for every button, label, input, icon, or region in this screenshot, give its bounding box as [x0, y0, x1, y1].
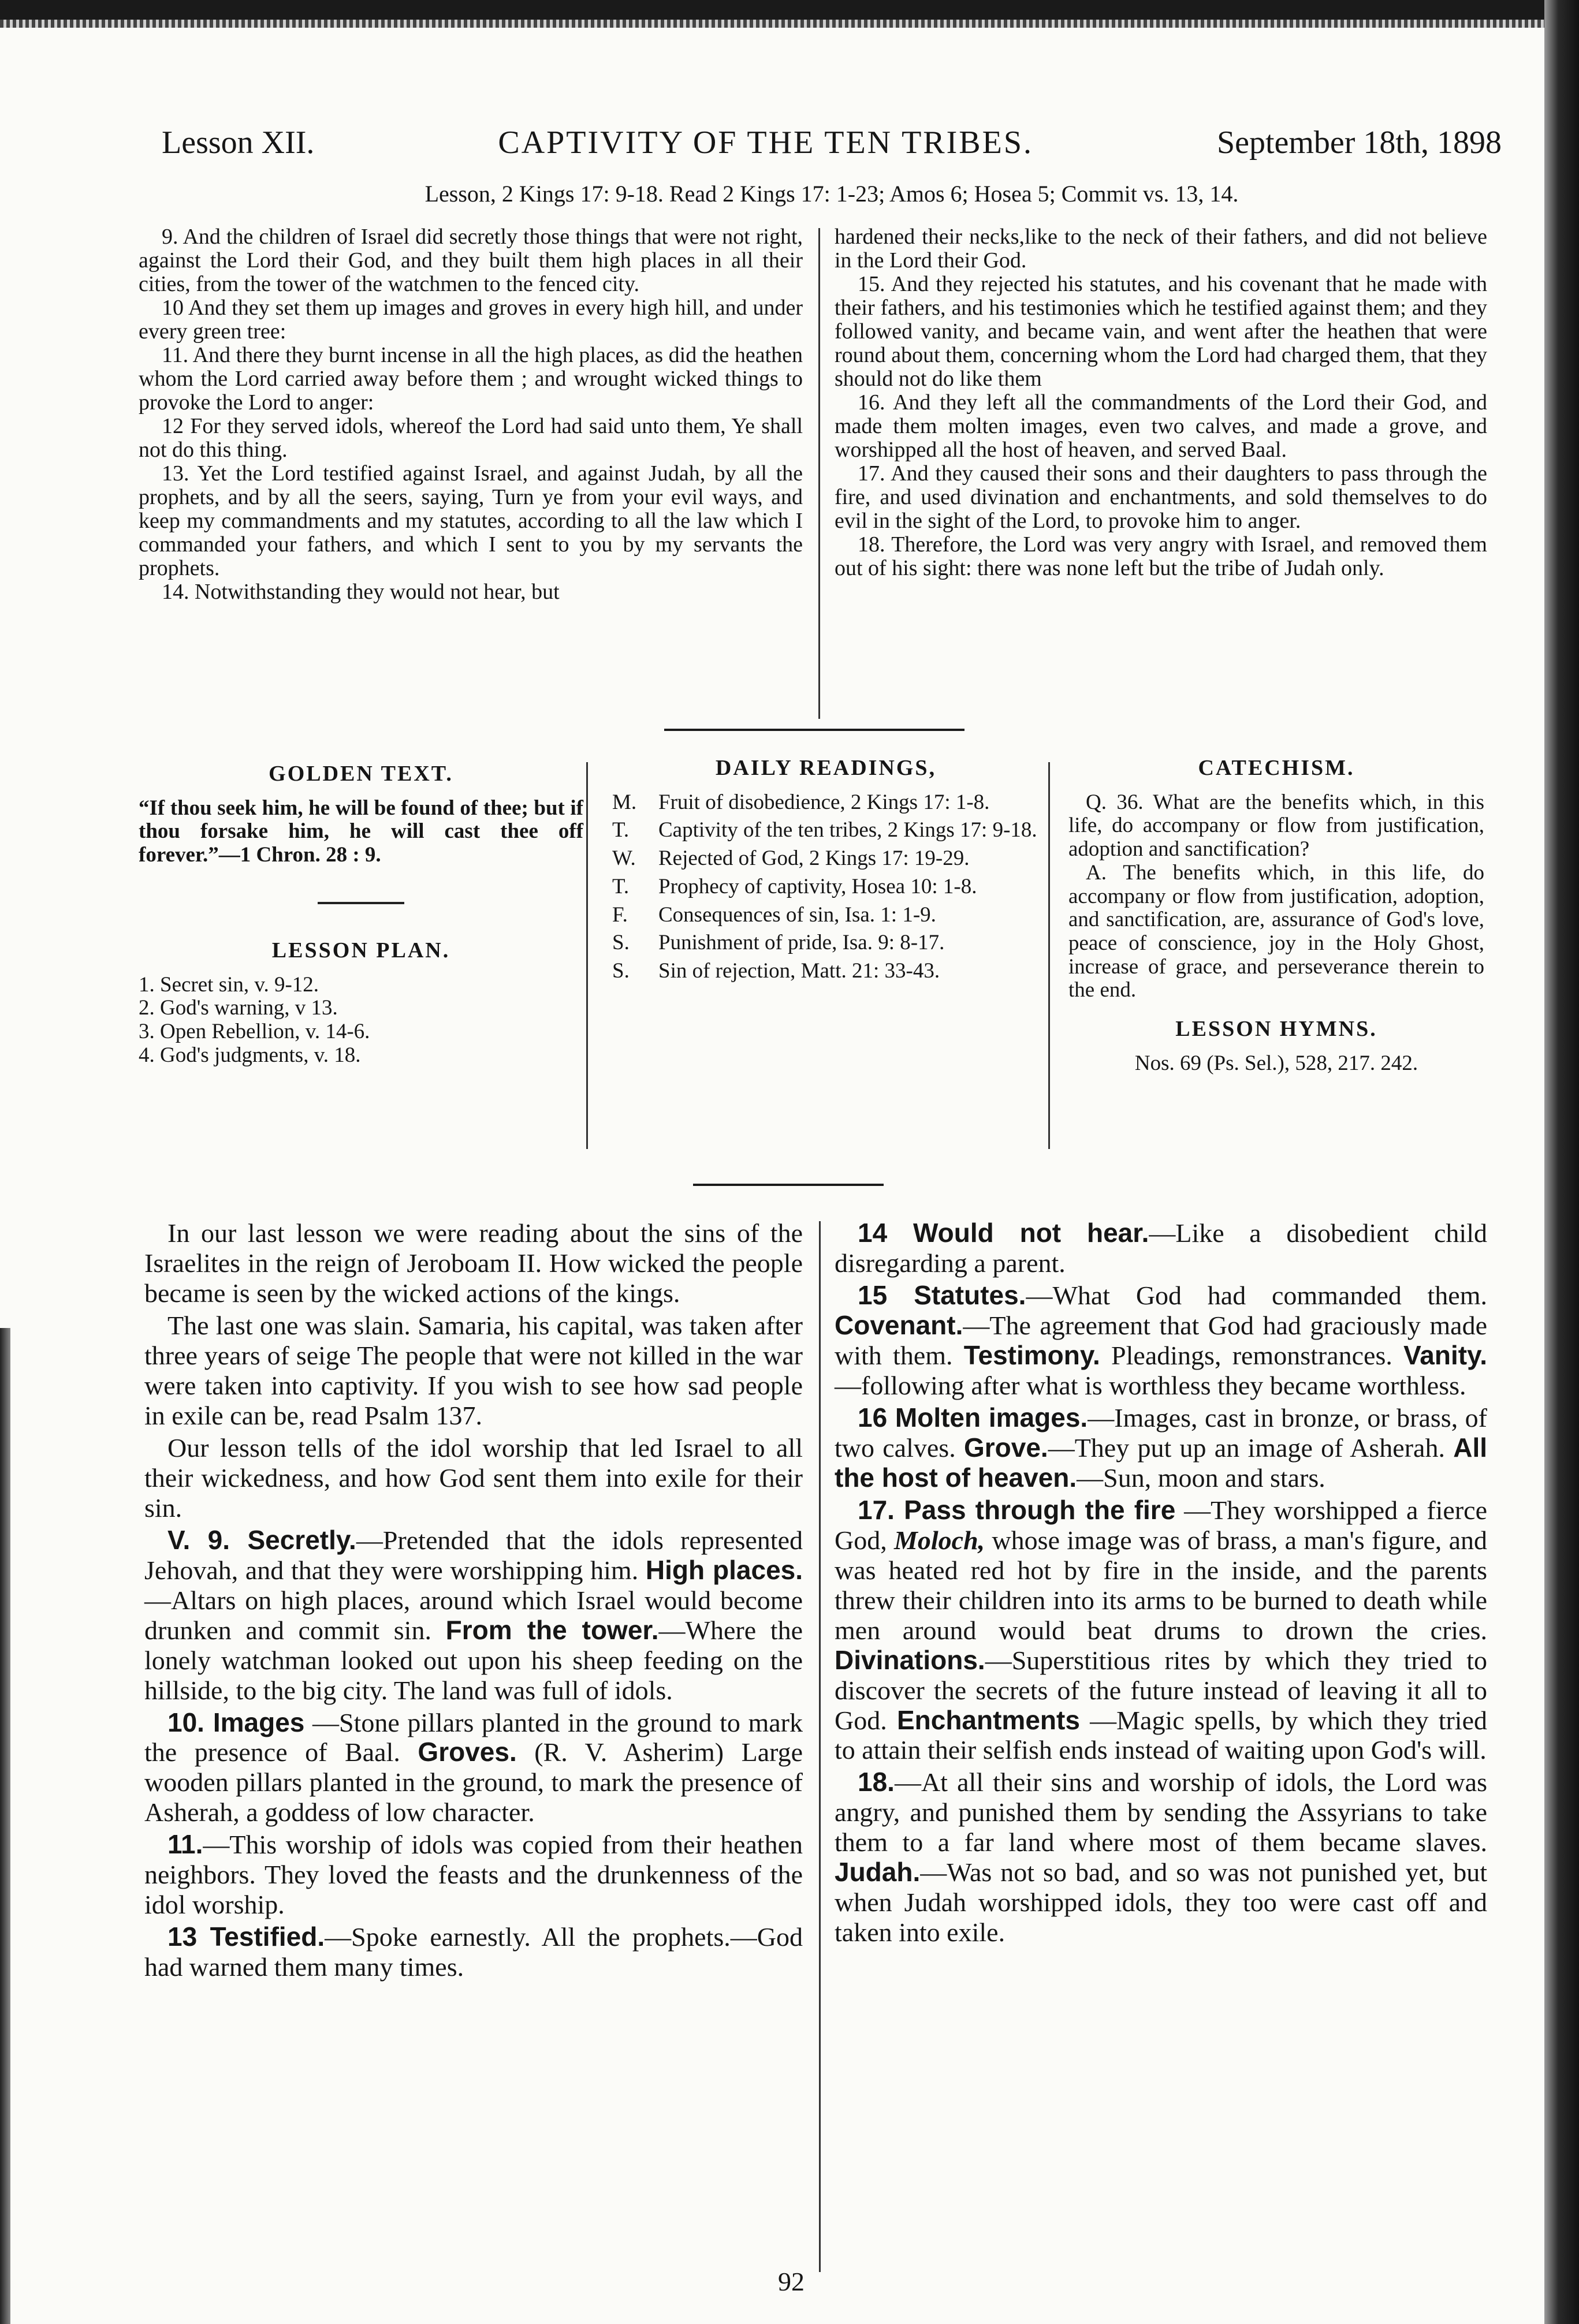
paragraph: [144, 1708, 803, 1828]
note-text: —The agreement that God had graciously made with them.: [835, 1310, 1487, 1370]
list-item: 2. God's warning, v 13.: [139, 996, 338, 1020]
paragraph: [835, 1281, 1487, 1401]
table-row: [606, 875, 1045, 904]
reading-day: S.: [612, 958, 630, 983]
note-text: —Pretended that the idols represented Jehovah, and that they were worshipping him.: [144, 1525, 803, 1585]
list-item: 3. Open Rebellion, v. 14-6.: [139, 1020, 370, 1044]
catechism-answer: A. The benefits which, in this life, do accompany or flow from justification, adoption, and sanctification, are, assurance of God's love, peace of conscience, joy in the Holy Ghost, increase of grace, and perseverance therein to the end.: [1068, 860, 1484, 1002]
keyword: Judah.: [835, 1857, 921, 1887]
golden-text-heading: GOLDEN TEXT.: [269, 762, 453, 786]
keyword: From the tower.: [445, 1614, 659, 1645]
keyword: Testimony.: [963, 1340, 1100, 1370]
keyword: 14 Would not hear.: [858, 1218, 1149, 1248]
reading-day: S.: [612, 931, 630, 955]
verse: 18. Therefore, the Lord was very angry with Israel, and removed them out of his sight: there was none left but the tribe of Judah only.: [835, 532, 1487, 581]
paragraph: The last one was slain. Samaria, his capital, was taken after three years of seige The people that were not killed in the war were taken into captivity. If you wish to see how sad people in exile can be, read Psalm 137.: [144, 1310, 803, 1430]
note-text: (R. V. Asherim) Large wooden pillars planted in the ground, to mark the presence of Asherah, a goddess of low character.: [144, 1737, 803, 1827]
reading-text: Rejected of God, 2 Kings 17: 19-29.: [658, 846, 970, 871]
verse: hardened their necks,like to the neck of their fathers, and did not believe in the Lord their God.: [835, 225, 1487, 273]
scan-right-edge: [1544, 0, 1579, 2324]
list-item: 4. God's judgments, v. 18.: [139, 1043, 361, 1067]
paragraph: [144, 1830, 803, 1920]
verse: 12 For they served idols, whereof the Lord had said unto them, Ye shall not do this thing.: [139, 414, 803, 462]
catechism-box: [1068, 756, 1484, 1075]
lesson-plan-heading: LESSON PLAN.: [271, 938, 450, 963]
catechism-question: Q. 36. What are the benefits which, in this life, do accompany or flow from justification, adoption and sanctification?: [1068, 790, 1484, 861]
scripture-right-column: [835, 225, 1487, 580]
verse: 13. Yet the Lord testified against Israel, and against Judah, by all the prophets, and by all the seers, saying, Turn ye from your evil ways, and keep my commandments and my statutes, according to all the law which I commanded your fathers, and which I sent to you by my servants the prophets.: [139, 461, 803, 581]
column-divider: [818, 228, 820, 719]
commentary-right-column: [835, 1218, 1487, 1950]
reading-text: Prophecy of captivity, Hosea 10: 1-8.: [658, 874, 977, 898]
list-item: 1. Secret sin, v. 9-12.: [139, 972, 319, 997]
lesson-date: September 18th, 1898: [1216, 125, 1502, 161]
note-text: whose image was of brass, a man's figure, and was heated red hot by fire in the inside, and the parents threw their children into its arms to be burned to death while men around would beat drums to drown the cries.: [835, 1525, 1487, 1645]
section-rule: [693, 1184, 884, 1186]
lesson-hymns-heading: LESSON HYMNS.: [1175, 1016, 1377, 1041]
reading-day: F.: [612, 902, 628, 927]
page-number: 92: [778, 2267, 805, 2296]
column-divider: [586, 762, 588, 1149]
note-text: —Magic spells, by which they tried to attain their selfish ends instead of waiting upon God's will.: [835, 1705, 1487, 1765]
column-divider: [819, 1221, 821, 2272]
scan-top-edge: [0, 0, 1579, 20]
section-rule: [664, 729, 964, 731]
divider: [318, 902, 404, 904]
lesson-title: CAPTIVITY OF THE TEN TRIBES.: [498, 125, 1033, 161]
reading-day: M.: [612, 790, 637, 814]
table-row: [606, 960, 1045, 988]
lesson-plan-list: [139, 973, 583, 1068]
keyword: V. 9. Secretly.: [167, 1524, 356, 1555]
daily-readings-box: [606, 756, 1045, 988]
scan-left-edge: [0, 1328, 10, 2324]
commentary-left-column: [144, 1218, 803, 1984]
note-text: —Where the lonely watchman looked out upon his sheep feeding on the hillside, to the big city. The land was full of idols.: [144, 1615, 803, 1705]
note-text: —following after what is worthless they became worthless.: [835, 1370, 1466, 1400]
reading-day: T.: [612, 818, 630, 842]
keyword: Covenant.: [835, 1310, 963, 1340]
keyword: 17. Pass through the fire: [858, 1494, 1176, 1525]
note-text: —Sun, moon and stars.: [1077, 1463, 1325, 1493]
keyword: Groves.: [418, 1737, 517, 1767]
verse: 17. And they caused their sons and their daughters to pass through the fire, and used divination and enchantments, and sold themselves to do evil in the sight of the Lord, to provoke him to anger.: [835, 461, 1487, 534]
emphasis: Moloch,: [894, 1525, 985, 1555]
reading-text: Fruit of disobedience, 2 Kings 17: 1-8.: [658, 790, 990, 814]
paragraph: In our last lesson we were reading about the sins of the Israelites in the reign of Jeroboam II. How wicked the people became is seen by the wicked actions of the kings.: [144, 1218, 803, 1308]
verse: 10 And they set them up images and groves in every high hill, and under every green tree:: [139, 296, 803, 344]
keyword: Vanity.: [1403, 1340, 1488, 1370]
reading-text: Punishment of pride, Isa. 9: 8-17.: [658, 931, 945, 955]
note-text: —Spoke earnestly. All the prophets.—God had warned them many times.: [144, 1922, 803, 1982]
note-text: —Images, cast in bronze, or brass, of two calves.: [835, 1402, 1487, 1463]
scripture-left-column: [139, 225, 803, 605]
paragraph: [835, 1767, 1487, 1948]
note-text: —Was not so bad, and so was not punished yet, but when Judah worshipped idols, they too were cast off and taken into exile.: [835, 1857, 1487, 1948]
golden-text-box: [139, 762, 583, 1067]
lesson-number: Lesson XII.: [162, 125, 315, 161]
reading-day: W.: [612, 846, 636, 871]
note-text: —At all their sins and worship of idols, the Lord was angry, and punished them by sending the Assyrians to take them to a far land where most of them became slaves.: [835, 1767, 1487, 1857]
catechism-heading: CATECHISM.: [1198, 756, 1355, 780]
note-text: Pleadings, remonstrances.: [1100, 1340, 1392, 1370]
paragraph: [835, 1495, 1487, 1766]
keyword: 13 Testified.: [167, 1922, 325, 1952]
keyword: 10. Images: [167, 1707, 305, 1737]
keyword: All the host of heaven.: [835, 1432, 1487, 1493]
keyword: Divinations.: [835, 1644, 985, 1675]
reading-day: T.: [612, 874, 630, 898]
keyword: Enchantments: [896, 1704, 1080, 1735]
verse: 9. And the children of Israel did secretly those things that were not right, against the Lord their God, and they built them high places in all their cities, from the tower of the watchmen to the fenced city.: [139, 225, 803, 297]
paragraph: [835, 1218, 1487, 1278]
note-text: —Superstitious rites by which they tried to discover the secrets of the future instead of leaving it all to God.: [835, 1645, 1487, 1735]
reading-text: Sin of rejection, Matt. 21: 33-43.: [658, 958, 940, 983]
daily-readings-table: [606, 791, 1045, 988]
note-text: —They worshipped a fierce God,: [835, 1495, 1487, 1555]
keyword: 16 Molten images.: [858, 1402, 1088, 1433]
paragraph: Our lesson tells of the idol worship that led Israel to all their wickedness, and how God sent them into exile for their sin.: [144, 1433, 803, 1523]
paragraph: [835, 1403, 1487, 1493]
note-text: —Altars on high places, around which Israel would become drunken and commit sin.: [144, 1585, 803, 1645]
table-row: [606, 847, 1045, 875]
verse: 16. And they left all the commandments of the Lord their God, and made them molten images, even two calves, and made a grove, and worshipped all the host of heaven, and served Baal.: [835, 390, 1487, 462]
keyword: Grove.: [963, 1432, 1048, 1463]
paragraph: [144, 1525, 803, 1706]
keyword: 18.: [858, 1767, 895, 1797]
verse: 14. Notwithstanding they would not hear, but: [162, 580, 560, 605]
verse: 11. And there they burnt incense in all the high places, as did the heathen whom the Lord carried away before them ; and wrought wicked things to provoke the Lord to anger:: [139, 343, 803, 415]
keyword: 11.: [167, 1829, 203, 1860]
table-row: [606, 819, 1045, 847]
keyword: High places.: [645, 1554, 803, 1585]
paragraph: [144, 1922, 803, 1982]
reading-text: Consequences of sin, Isa. 1: 1-9.: [658, 902, 936, 927]
page-header: [162, 124, 1502, 170]
daily-readings-heading: DAILY READINGS,: [715, 756, 937, 780]
keyword: 15 Statutes.: [858, 1279, 1026, 1310]
table-row: [606, 791, 1045, 819]
column-divider: [1048, 762, 1050, 1149]
lesson-references: Lesson, 2 Kings 17: 9-18. Read 2 Kings 17: 1-23; Amos 6; Hosea 5; Commit vs. 13, 14.: [424, 181, 1239, 207]
note-text: —Like a disobedient child disregarding a parent.: [835, 1218, 1487, 1278]
note-text: —What God had commanded them.: [1026, 1280, 1487, 1310]
golden-text: “If thou seek him, he will be found of thee; but if thou forsake him, he will cast thee off forever.”—1 Chron. 28 : 9.: [139, 796, 583, 867]
lesson-hymns: Nos. 69 (Ps. Sel.), 528, 217. 242.: [1134, 1051, 1418, 1075]
table-row: [606, 904, 1045, 932]
note-text: —Stone pillars planted in the ground to mark the presence of Baal.: [144, 1707, 803, 1767]
note-text: —This worship of idols was copied from their heathen neighbors. They loved the feasts and the drunkenness of the idol worship.: [144, 1830, 803, 1920]
scan-top-texture: [0, 20, 1579, 28]
note-text: —They put up an image of Asherah.: [1048, 1433, 1445, 1463]
reading-text: Captivity of the ten tribes, 2 Kings 17: 9-18.: [658, 818, 1037, 842]
table-row: [606, 931, 1045, 960]
verse: 15. And they rejected his statutes, and his covenant that he made with their fathers, and his testimonies which he testified against them; and they followed vanity, and became vain, and went after the heathen that were round about them, concerning whom the Lord had charged them, that they should not do like them: [835, 272, 1487, 391]
